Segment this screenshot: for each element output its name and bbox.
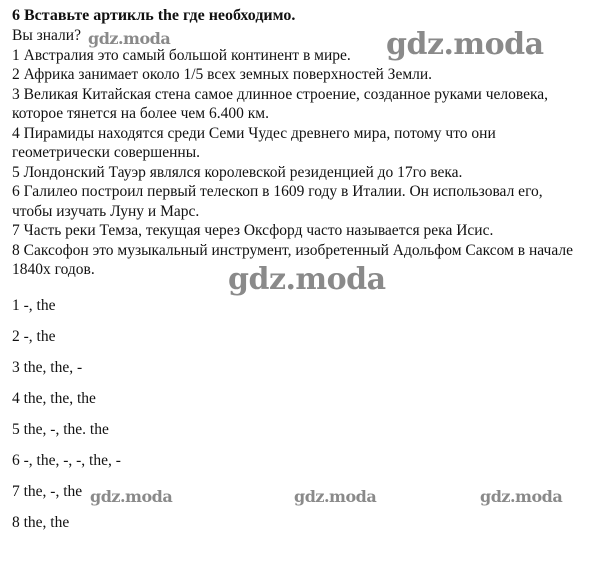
sentence-4: 4 Пирамиды находятся среди Семи Чудес древнего мира, потому что они геометрически совершенны. [12,124,496,161]
sentence-3: 3 Великая Китайская стена самое длинное строение, созданное руками человека, которое тянется на более чем 6.400 км. [12,85,549,122]
watermark-bottom-right: gdz.moda [480,487,563,506]
sentence-5: 5 Лондонский Тауэр являлся королевской резиденцией до 17го века. [12,163,463,181]
watermark-bottom-left: gdz.moda [90,487,173,506]
sentence-1: 1 Австралия это самый большой континент в мире. [12,46,351,64]
sentence-7: 7 Часть реки Темза, текущая через Оксфорд часто называется река Исис. [12,222,494,239]
watermark-inline: gdz.moda [88,29,171,48]
answer-2: 2 -, the [12,327,56,345]
watermark-bottom-center: gdz.moda [294,487,377,506]
watermark-top-right: gdz.moda [386,27,544,62]
answer-7: 7 the, -, the [12,482,83,500]
answer-1: 1 -, the [12,296,56,314]
intro-text: Вы знали? [12,27,81,44]
sentence-6: 6 Галилео построил первый телескоп в 1609 году в Италии. Он использовал его, чтобы изучать Луну и Марс. [12,183,543,220]
sentence-8: 8 Саксофон это музыкальный инструмент, изобретенный Адольфом Саксом в начале 1840х годов. [12,241,573,278]
answer-5: 5 the, -, the. the [12,420,109,438]
watermark-middle: gdz.moda [228,262,386,297]
sentence-2: 2 Африка занимает около 1/5 всех земных поверхностей Земли. [12,66,433,83]
answer-6: 6 -, the, -, -, the, - [12,451,121,469]
exercise-title: 6 Вставьте артикль the где необходимо. [12,7,296,24]
answer-3: 3 the, the, - [12,358,83,376]
sentence-list [12,46,584,280]
answer-8: 8 the, the [12,513,70,531]
answer-4: 4 the, the, the [12,389,96,407]
